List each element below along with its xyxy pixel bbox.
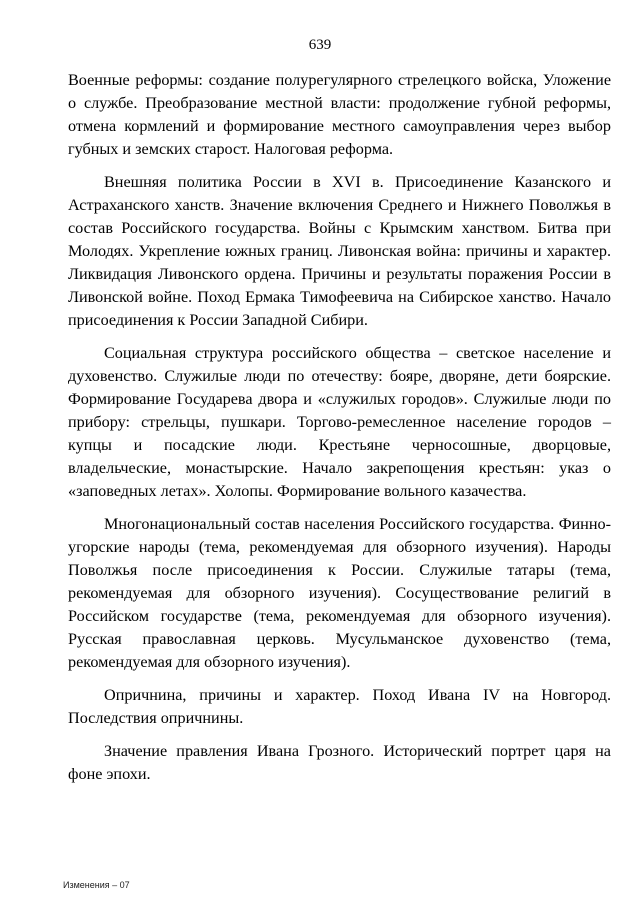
paragraph-military-reforms: Военные реформы: создание полурегулярного стрелецкого войска, Уложение о службе. Преобразование местной власти: продолжение губной реформы, отмена кормлений и формирование местного самоуправления через выбор губных и земских старост. Налоговая реформа. <box>68 71 611 158</box>
paragraph-multinational-population: Многонациональный состав населения Российского государства. Финно-угорские народы (тема, рекомендуемая для обзорного изучения). Народы Поволжья после присоединения к России. Служилые татары (тема, рекомендуемая для обзорного изучения). Сосуществование религий в Российском государстве (тема, рекомендуемая для обзорного изучения). Русская православная церковь. Мусульманское духовенство (тема, рекомендуемая для обзорного изучения). <box>68 515 611 671</box>
document-body <box>68 69 611 796</box>
page-number: 639 <box>308 37 332 53</box>
paragraph-social-structure: Социальная структура российского общества – светское население и духовенство. Служилые люди по отечеству: бояре, дворяне, дети боярские. Формирование Государева двора и «служилых городов». Служилые люди по прибору: стрельцы, пушкари. Торгово-ремесленное население городов – купцы и посадские люди. Крестьяне черносошные, дворцовые, владельческие, монастырские. Начало закрепощения крестьян: указ о «заповедных летах». Холопы. Формирование вольного казачества. <box>68 344 611 500</box>
footer-revision-note: Изменения – 07 <box>63 880 130 890</box>
paragraph-ivan-significance: Значение правления Ивана Грозного. Исторический портрет царя на фоне эпохи. <box>68 742 611 783</box>
paragraph-oprichnina: Опричнина, причины и характер. Поход Ивана IV на Новгород. Последствия опричнины. <box>68 686 611 727</box>
paragraph-foreign-policy: Внешняя политика России в XVI в. Присоединение Казанского и Астраханского ханств. Значение включения Среднего и Нижнего Поволжья в состав Российского государства. Войны с Крымским ханством. Битва при Молодях. Укрепление южных границ. Ливонская война: причины и характер. Ликвидация Ливонского ордена. Причины и результаты поражения России в Ливонской войне. Поход Ермака Тимофеевича на Сибирское ханство. Начало присоединения к России Западной Сибири. <box>68 173 611 329</box>
